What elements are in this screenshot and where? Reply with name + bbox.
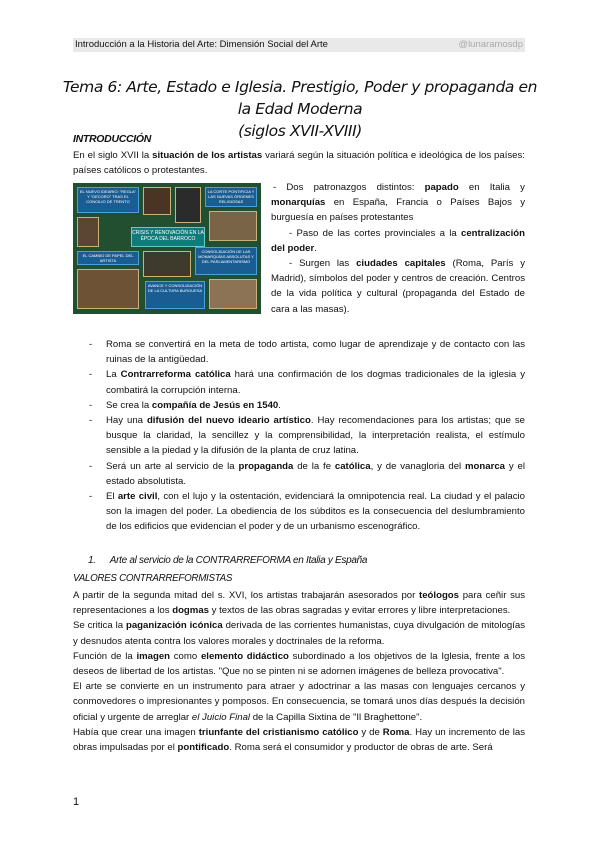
collage-box-artista: EL CAMBIO DE PAPEL DEL ARTISTA	[77, 251, 139, 265]
list-item: - El arte civil, con el lujo y la ostentación, evidenciará la omnipotencia real. La ciudad y el palacio son la imagen del poder. La obediencia de los súbditos es la consecuencia del deslumbramiento de los edificios que evidencian el poder y de un urbanismo escenográfico.	[89, 491, 525, 533]
collage-bottom-left	[77, 269, 139, 309]
side-item-patronazgos: - Dos patronazgos distintos: papado en Italia y monarquías en España, Francia o Países Bajos y burguesía en países protestantes	[271, 182, 525, 224]
collage-painting	[143, 187, 171, 215]
list-item: - Hay una difusión del nuevo ideario artístico. Hay recomendaciones para los artistas; que se busque la claridad, la sencillez y la comprensibilidad, la interpretación realista, el estímulo sensible a la piedad y la difusión de la planta de cruz latina.	[89, 415, 526, 457]
section-body	[73, 588, 525, 755]
collage-box-burguesa: AVANCE Y CONSOLIDACIÓN DE LA CULTURA BURGUESA	[145, 281, 205, 309]
collage-figure	[77, 217, 99, 247]
collage-box-monarquias: CONSOLIDACIÓN DE LAS MONARQUÍAS ABSOLUTAS Y DEL PARLAMENTARISMO	[195, 247, 257, 275]
list-item: - Se crea la compañía de Jesús en 1540.	[89, 399, 281, 411]
concept-map-image	[73, 183, 261, 314]
section-1-heading: 1. Arte al servicio de la CONTRARREFORMA en Italia y España	[88, 555, 368, 566]
list-item: - Roma se convertirá en la meta de todo artista, como lugar de aprendizaje y de contacto con las ruinas de la antigüedad.	[89, 339, 525, 366]
title-line-2: (siglos XVII-XVIII)	[238, 122, 362, 140]
collage-portrait	[175, 187, 201, 223]
side-bullet-list	[271, 180, 525, 317]
collage-center-title: CRISIS Y RENOVACIÓN EN LA ÉPOCA DEL BARROCO	[131, 227, 205, 247]
collage-box-corte: LA CORTE PONTIFICIA Y LAS NUEVAS ÓRDENES RELIGIOSAS	[205, 187, 257, 207]
body-paragraph: El arte se convierte en un instrumento para atraer y adoctrinar a las masas con lenguajes cercanos y conmovedores o impresionantes y pomposos. En consecuencia, se tomará unos días después la decisión oficial y urgente de arreglar el Juicio Final de la Capilla Sixtina de "Il Braghettone".	[73, 681, 525, 723]
intro-heading: INTRODUCCIÓN	[73, 133, 152, 145]
intro-paragraph: En el siglo XVII la situación de los artistas variará según la situación política e ideológica de los países: países católicos o protestantes.	[73, 150, 525, 177]
side-item-ciudades: - Surgen las ciudades capitales (Roma, París y Madrid), símbolos del poder y centros de creación. Centros de la vida política y cultural (propaganda del Estado de cara a las masas).	[271, 258, 525, 315]
header-course-title: Introducción a la Historia del Arte: Dimensión Social del Arte	[75, 39, 328, 50]
collage-scene	[209, 211, 257, 241]
body-paragraph: Se critica la paganización icónica derivada de las corrientes humanistas, cuya divulgación de mitologías y desnudos atenta contra los valores morales y doctrinales de la reforma.	[73, 620, 525, 647]
title-line-1: Tema 6: Arte, Estado e Iglesia. Prestigio, Poder y propaganda en la Edad Moderna	[62, 78, 538, 118]
side-item-centralizacion: - Paso de las cortes provinciales a la centralización del poder.	[271, 227, 525, 254]
body-paragraph: Función de la imagen como elemento didáctico subordinado a los objetivos de la Iglesia, frente a los deseos de libertad de los artistas. "Que no se pinten ni se adornen imágenes de belleza provocativa".	[73, 650, 526, 678]
header-author-handle: @lunaramosdp	[458, 39, 523, 50]
page-header	[73, 38, 525, 52]
collage-box-ideario: EL NUEVO IDEARIO: "REGLA" Y "DECORO" TRAS EL CONCILIO DE TRENTO	[77, 187, 139, 213]
subsection-heading: VALORES CONTRARREFORMISTAS	[73, 573, 233, 584]
page-number: 1	[73, 796, 80, 808]
list-item: - La Contrarreforma católica hará una confirmación de los dogmas tradicionales de la iglesia y combatirá la corrupción interna.	[89, 369, 525, 396]
body-paragraph: A partir de la segunda mitad del s. XVI, los artistas trabajarán asesorados por teólogos para ceñir sus representaciones a los dogmas y textos de las obras sagradas y evitar errores y libre interpretaciones.	[73, 590, 526, 617]
body-paragraph: Había que crear una imagen triunfante del cristianismo católico y de Roma. Hay un incremento de las obras impulsadas por el pontificado. Roma será el consumidor y productor de obras de arte. Será	[73, 726, 526, 754]
list-item: - Será un arte al servicio de la propaganda de la fe católica, y de vanagloria del monarca y el estado absolutista.	[89, 460, 525, 487]
collage-bottom-right	[209, 279, 257, 309]
collage-interior	[143, 251, 191, 277]
main-bullet-list	[73, 337, 525, 535]
